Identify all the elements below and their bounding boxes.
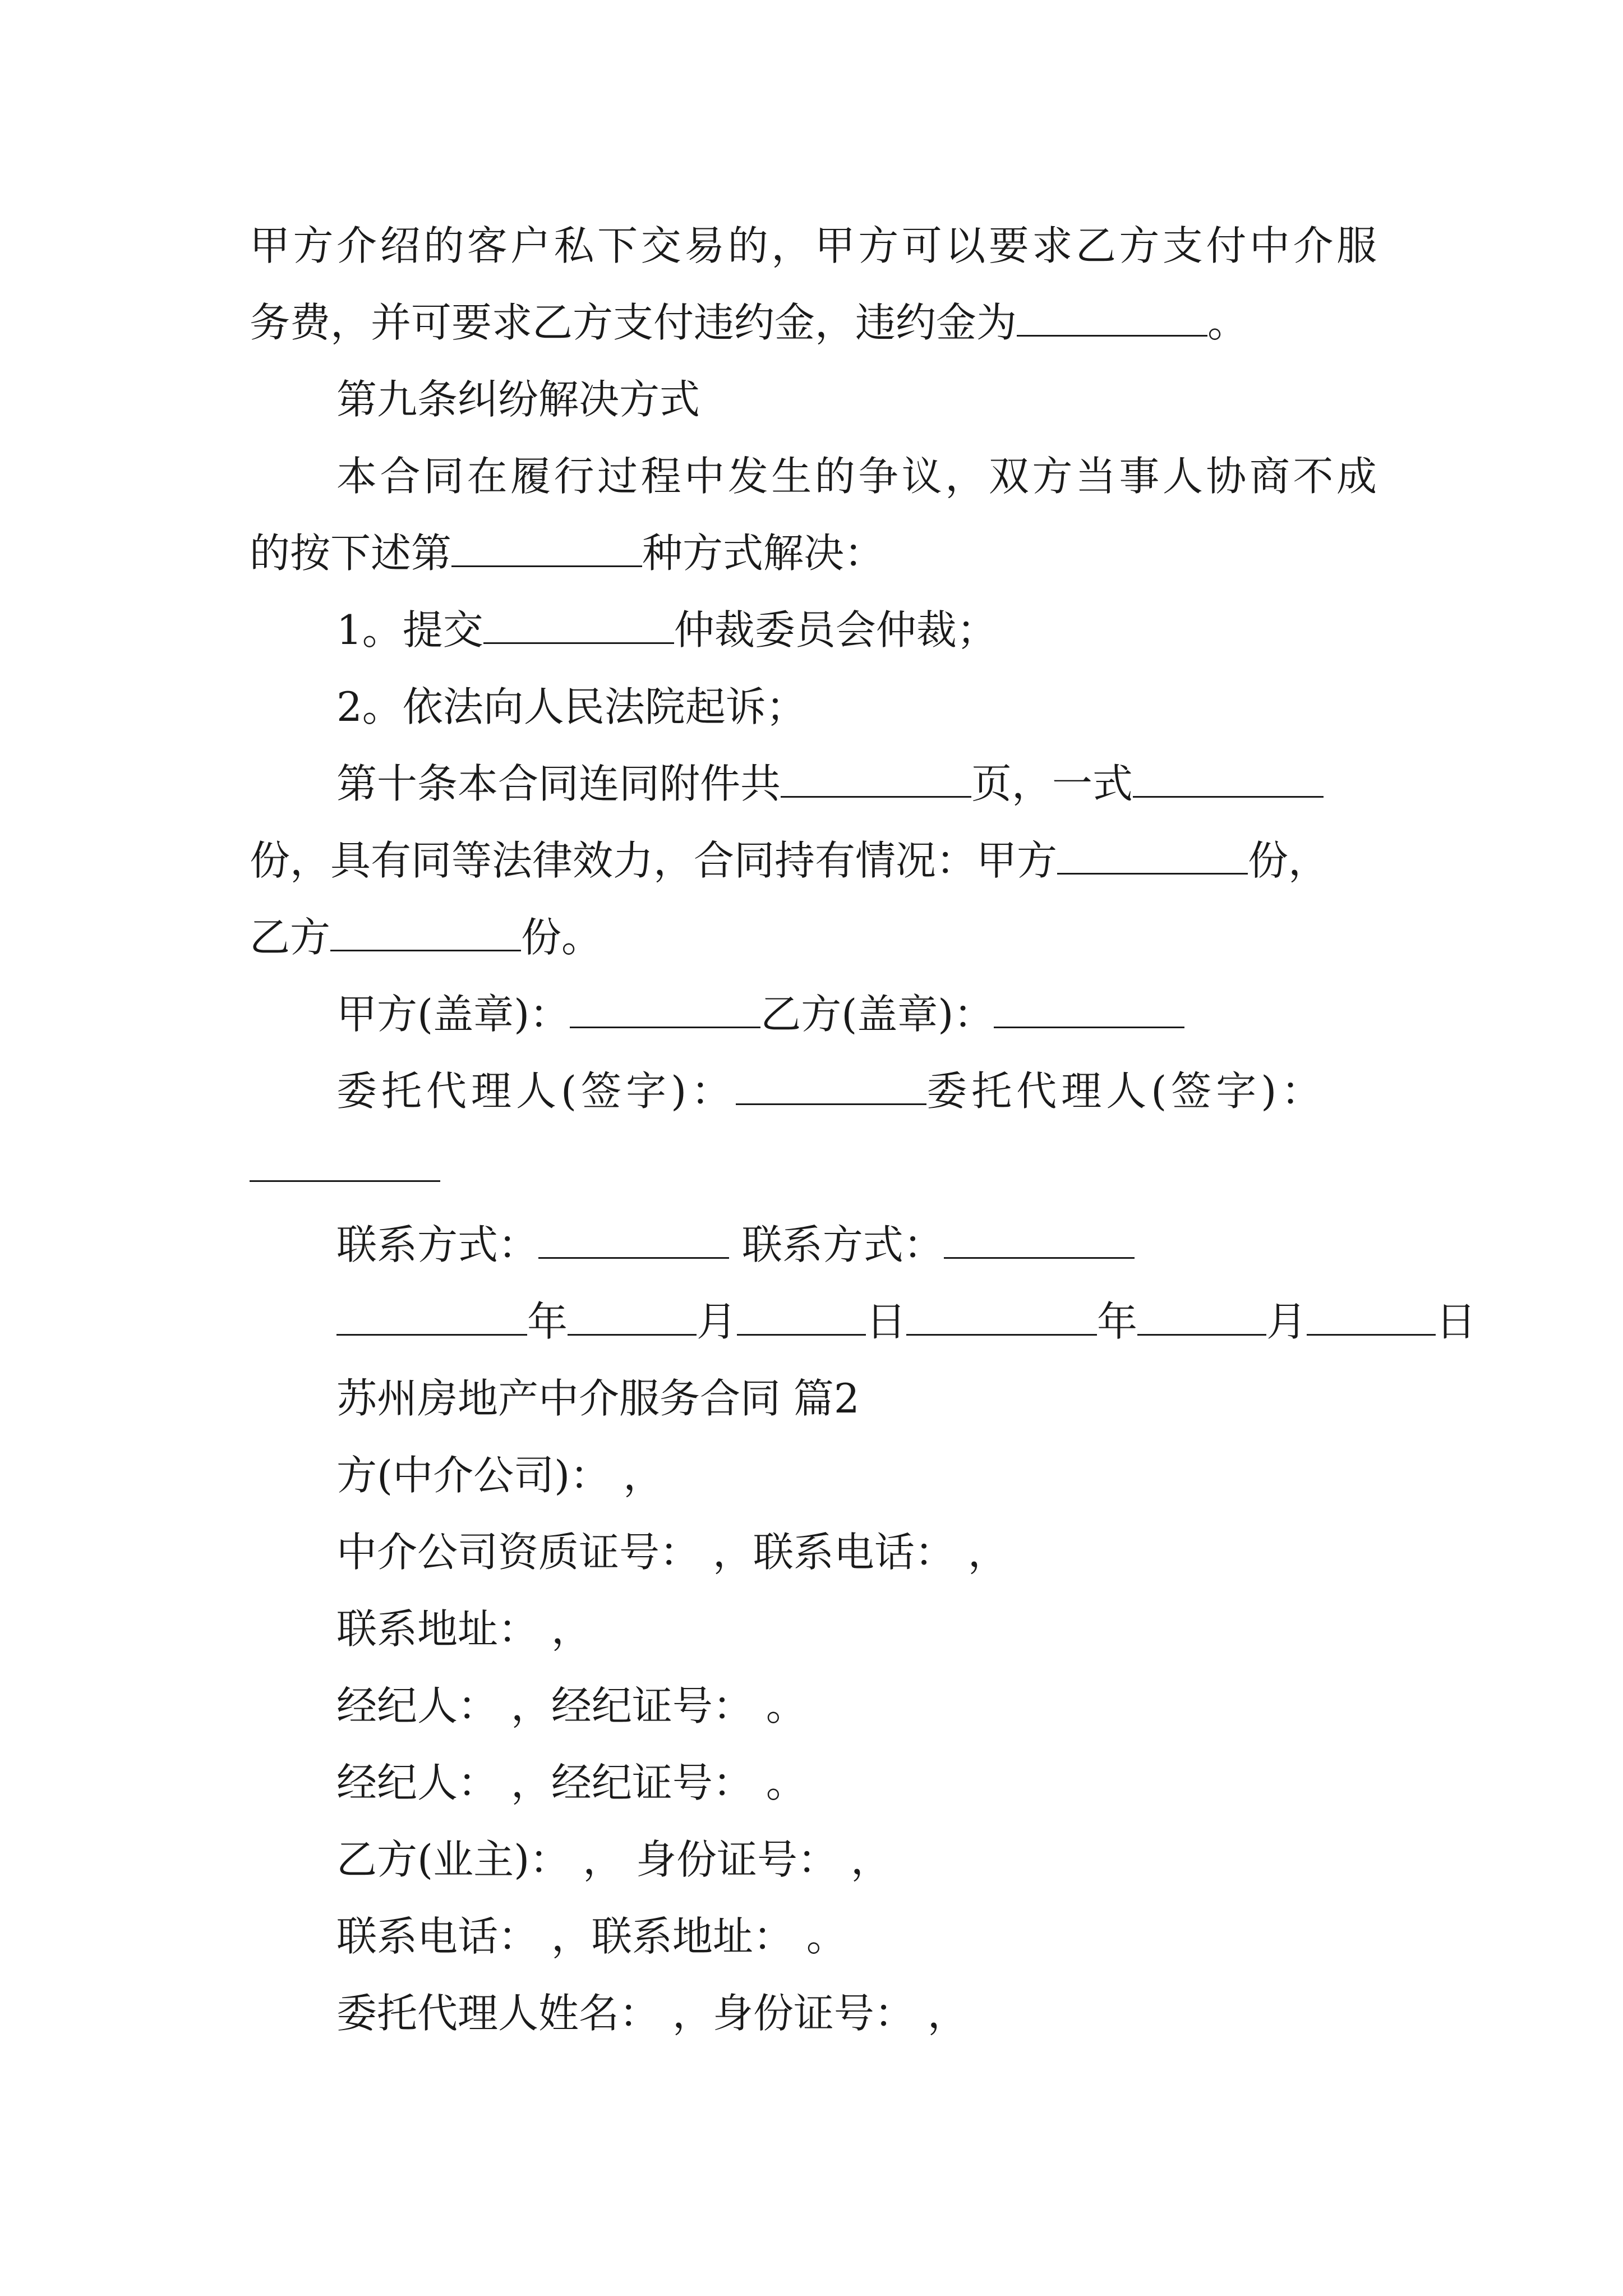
party-line [0, 1826, 891, 1893]
line-text: 经纪人： ，经纪证号： 。 [336, 1759, 806, 1806]
year-label: 年 [527, 1298, 568, 1345]
fill-in-blank [994, 991, 1184, 1028]
line-text: 委托代理人(签字)： [336, 1068, 736, 1115]
line-text: 中介公司资质证号： ，联系电话： ， [336, 1529, 1008, 1576]
fill-in-blank [737, 1298, 866, 1336]
line-text: 种方式解决： [642, 530, 885, 577]
line-text: 的按下述第 [250, 530, 452, 577]
fill-in-blank [538, 1221, 729, 1259]
party-line [0, 1749, 806, 1816]
party-line [0, 1980, 968, 2047]
day-label: 日 [1436, 1298, 1477, 1345]
date-line [0, 1288, 1476, 1355]
line-text: 仲裁委员会仲裁； [674, 606, 997, 654]
line-text: 委托代理人(签字)： [926, 1068, 1326, 1115]
fill-in-blank [451, 530, 642, 567]
fill-in-blank [1307, 1298, 1436, 1336]
month-label: 月 [1266, 1298, 1307, 1345]
line-text: 方(中介公司)： ， [336, 1452, 664, 1499]
fill-in-blank [336, 1298, 527, 1336]
line-text: 甲方(盖章)： [336, 991, 570, 1038]
line-text: 联系方式： [336, 1221, 539, 1268]
paragraph-line [0, 289, 1248, 356]
document-title [0, 1365, 860, 1432]
line-text: 联系地址： ， [336, 1605, 592, 1653]
paragraph-line [0, 904, 602, 971]
fill-in-blank [570, 991, 760, 1028]
line-text: 经纪人： ，经纪证号： 。 [336, 1682, 806, 1729]
fill-in-blank [1057, 837, 1248, 875]
fill-in-blank [1137, 1298, 1266, 1336]
paragraph-line [0, 827, 1329, 894]
fill-in-blank [906, 1298, 1097, 1336]
line-text: 份， [1248, 837, 1329, 884]
party-line [0, 1672, 806, 1740]
paragraph-line [0, 750, 1324, 817]
line-text: 页，一式 [971, 760, 1133, 807]
fill-in-blank [1133, 760, 1324, 798]
signature-line [0, 1057, 1326, 1125]
fill-in-blank [330, 914, 521, 951]
line-text: 1。提交 [336, 606, 483, 654]
fill-in-blank [781, 760, 971, 798]
section-heading [0, 366, 700, 433]
line-text: 联系电话： ，联系地址： 。 [336, 1913, 847, 1960]
signature-line [0, 1134, 440, 1202]
paragraph-line [336, 443, 1377, 510]
line-text: 2。依法向人民法院起诉； [336, 683, 806, 730]
paragraph-line [250, 212, 1377, 279]
fill-in-blank [568, 1298, 697, 1336]
paragraph-line [0, 519, 884, 587]
line-text: 本合同在履行过程中发生的争议，双方当事人协商不成 [336, 453, 1377, 500]
list-item [0, 596, 997, 664]
year-label: 年 [1097, 1298, 1138, 1345]
line-text: 乙方 [250, 914, 331, 961]
line-text: 乙方(盖章)： [760, 991, 994, 1038]
line-text: 份。 [521, 914, 602, 961]
fill-in-blank [944, 1221, 1135, 1259]
line-text: 份，具有同等法律效力，合同持有情况：甲方 [250, 837, 1058, 884]
line-text: 。 [1207, 299, 1248, 346]
line-text: 联系方式： [741, 1221, 944, 1268]
fill-in-blank [250, 1144, 440, 1182]
day-label: 日 [866, 1298, 907, 1345]
title-text: 苏州房地产中介服务合同 篇2 [336, 1375, 860, 1422]
month-label: 月 [697, 1298, 737, 1345]
party-line [0, 1903, 847, 1970]
heading-text: 第九条纠纷解决方式 [336, 376, 700, 423]
fill-in-blank [483, 606, 674, 644]
signature-line [0, 981, 1184, 1048]
line-text: 乙方(业主)： ， 身份证号： ， [336, 1836, 891, 1883]
contact-line [0, 1211, 1135, 1278]
party-line [0, 1442, 663, 1509]
line-text: 委托代理人姓名： ，身份证号： ， [336, 1990, 968, 2037]
party-line [0, 1595, 592, 1663]
fill-in-blank [736, 1068, 926, 1105]
fill-in-blank [1017, 299, 1207, 337]
list-item [0, 673, 806, 740]
line-text: 甲方介绍的客户私下交易的，甲方可以要求乙方支付中介服 [250, 222, 1377, 269]
line-text: 务费，并可要求乙方支付违约金，违约金为 [250, 299, 1017, 346]
line-text: 第十条本合同连同附件共 [336, 760, 781, 807]
party-line [0, 1519, 1008, 1586]
